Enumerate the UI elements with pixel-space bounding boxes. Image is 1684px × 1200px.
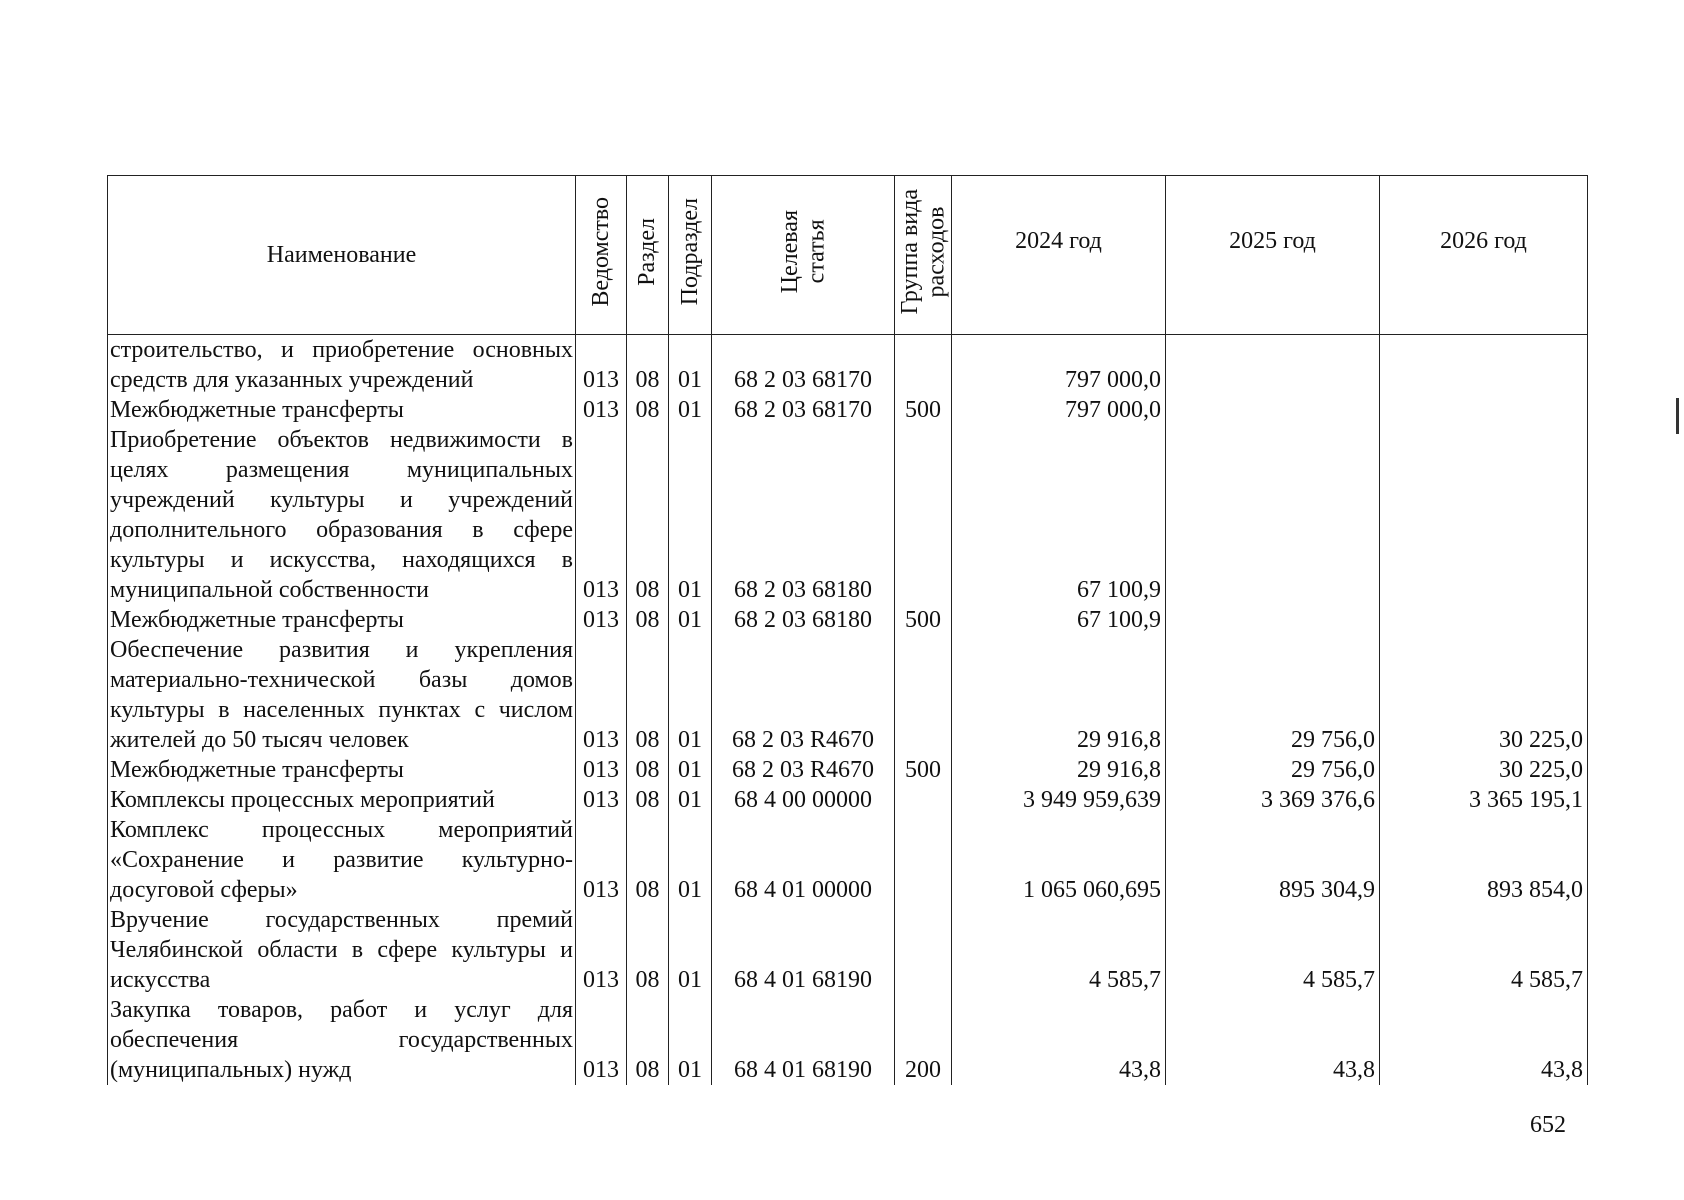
cell-gruppa-vida: 500 <box>895 755 952 785</box>
cell-podrazdel: 01 <box>669 755 712 785</box>
cell-podrazdel: 01 <box>669 605 712 635</box>
cell-gruppa-vida <box>895 635 952 755</box>
cell-2026 <box>1380 335 1588 396</box>
cell-razdel: 08 <box>627 425 669 605</box>
cell-2025: 29 756,0 <box>1166 755 1380 785</box>
cell-vedomstvo: 013 <box>576 605 627 635</box>
cell-2025 <box>1166 335 1380 396</box>
header-vedomstvo: Ведомство <box>576 176 627 335</box>
cell-2025: 895 304,9 <box>1166 815 1380 905</box>
header-celevaya-statya: Целевая статья <box>712 176 895 335</box>
cell-name: Приобретение объектов недвижимости в целях размещения муниципальных учреждений культуры и учреждений дополнительного образования в сфере культуры и искусства, находящихся в муниципальной собственности <box>108 425 576 605</box>
table-body <box>108 335 1588 1086</box>
cell-2024: 67 100,9 <box>952 605 1166 635</box>
cell-vedomstvo: 013 <box>576 395 627 425</box>
cell-2026: 30 225,0 <box>1380 755 1588 785</box>
budget-table <box>107 175 1588 1085</box>
cell-vedomstvo: 013 <box>576 785 627 815</box>
cell-gruppa-vida <box>895 815 952 905</box>
cell-2025 <box>1166 605 1380 635</box>
cell-celevaya-statya: 68 2 03 68180 <box>712 425 895 605</box>
cell-2025 <box>1166 425 1380 605</box>
cell-2026: 893 854,0 <box>1380 815 1588 905</box>
cell-2024: 797 000,0 <box>952 395 1166 425</box>
cell-2025 <box>1166 395 1380 425</box>
header-year-2026: 2026 год <box>1380 176 1588 335</box>
cell-vedomstvo: 013 <box>576 815 627 905</box>
header-year-2024: 2024 год <box>952 176 1166 335</box>
cell-2024: 4 585,7 <box>952 905 1166 995</box>
header-year-2025: 2025 год <box>1166 176 1380 335</box>
cell-celevaya-statya: 68 4 01 68190 <box>712 905 895 995</box>
cell-razdel: 08 <box>627 335 669 396</box>
header-name: Наименование <box>108 176 576 335</box>
cell-celevaya-statya: 68 4 01 00000 <box>712 815 895 905</box>
cell-name: Комплекс процессных мероприятий «Сохранение и развитие культурно-досуговой сферы» <box>108 815 576 905</box>
cell-2024: 3 949 959,639 <box>952 785 1166 815</box>
table-row <box>108 755 1588 785</box>
cell-2026: 3 365 195,1 <box>1380 785 1588 815</box>
cell-vedomstvo: 013 <box>576 995 627 1085</box>
cell-2026 <box>1380 425 1588 605</box>
cell-2024: 43,8 <box>952 995 1166 1085</box>
table-row <box>108 635 1588 755</box>
cell-celevaya-statya: 68 4 00 00000 <box>712 785 895 815</box>
cell-2025: 43,8 <box>1166 995 1380 1085</box>
cell-2026 <box>1380 395 1588 425</box>
cell-name: строительство, и приобретение основных средств для указанных учреждений <box>108 335 576 396</box>
cell-name: Комплексы процессных мероприятий <box>108 785 576 815</box>
cell-name: Межбюджетные трансферты <box>108 755 576 785</box>
table-row <box>108 785 1588 815</box>
cell-podrazdel: 01 <box>669 815 712 905</box>
table-row <box>108 905 1588 995</box>
cell-vedomstvo: 013 <box>576 335 627 396</box>
table-header-row <box>108 176 1588 335</box>
cell-vedomstvo: 013 <box>576 635 627 755</box>
cell-podrazdel: 01 <box>669 995 712 1085</box>
cell-gruppa-vida <box>895 425 952 605</box>
cell-celevaya-statya: 68 4 01 68190 <box>712 995 895 1085</box>
cell-2026: 4 585,7 <box>1380 905 1588 995</box>
cell-gruppa-vida <box>895 905 952 995</box>
cell-podrazdel: 01 <box>669 425 712 605</box>
cell-razdel: 08 <box>627 635 669 755</box>
scan-edge-mark <box>1676 398 1679 434</box>
cell-razdel: 08 <box>627 995 669 1085</box>
cell-name: Закупка товаров, работ и услуг для обеспечения государственных (муниципальных) нужд <box>108 995 576 1085</box>
cell-gruppa-vida: 500 <box>895 605 952 635</box>
cell-razdel: 08 <box>627 395 669 425</box>
cell-vedomstvo: 013 <box>576 755 627 785</box>
cell-2026: 30 225,0 <box>1380 635 1588 755</box>
cell-razdel: 08 <box>627 815 669 905</box>
cell-2024: 1 065 060,695 <box>952 815 1166 905</box>
cell-2025: 3 369 376,6 <box>1166 785 1380 815</box>
cell-gruppa-vida <box>895 785 952 815</box>
table-row <box>108 395 1588 425</box>
cell-gruppa-vida <box>895 335 952 396</box>
cell-2025: 4 585,7 <box>1166 905 1380 995</box>
cell-razdel: 08 <box>627 755 669 785</box>
cell-name: Вручение государственных премий Челябинской области в сфере культуры и искусства <box>108 905 576 995</box>
cell-razdel: 08 <box>627 785 669 815</box>
cell-2024: 29 916,8 <box>952 635 1166 755</box>
header-podrazdel: Подраздел <box>669 176 712 335</box>
cell-podrazdel: 01 <box>669 395 712 425</box>
cell-podrazdel: 01 <box>669 785 712 815</box>
cell-podrazdel: 01 <box>669 335 712 396</box>
cell-2024: 29 916,8 <box>952 755 1166 785</box>
cell-celevaya-statya: 68 2 03 68170 <box>712 395 895 425</box>
cell-vedomstvo: 013 <box>576 425 627 605</box>
cell-2026 <box>1380 605 1588 635</box>
cell-name: Межбюджетные трансферты <box>108 395 576 425</box>
table-row <box>108 995 1588 1085</box>
table-row <box>108 425 1588 605</box>
cell-name: Межбюджетные трансферты <box>108 605 576 635</box>
cell-gruppa-vida: 200 <box>895 995 952 1085</box>
header-gruppa-vida-rashodov: Группа вида расходов <box>895 176 952 335</box>
cell-vedomstvo: 013 <box>576 905 627 995</box>
cell-podrazdel: 01 <box>669 905 712 995</box>
cell-2025: 29 756,0 <box>1166 635 1380 755</box>
cell-2024: 797 000,0 <box>952 335 1166 396</box>
cell-name: Обеспечение развития и укрепления материально-технической базы домов культуры в населенных пунктах с числом жителей до 50 тысяч человек <box>108 635 576 755</box>
cell-celevaya-statya: 68 2 03 68180 <box>712 605 895 635</box>
header-razdel: Раздел <box>627 176 669 335</box>
cell-podrazdel: 01 <box>669 635 712 755</box>
cell-2026: 43,8 <box>1380 995 1588 1085</box>
table-row <box>108 605 1588 635</box>
cell-celevaya-statya: 68 2 03 R4670 <box>712 635 895 755</box>
table-row <box>108 815 1588 905</box>
table-row <box>108 335 1588 396</box>
cell-razdel: 08 <box>627 605 669 635</box>
cell-razdel: 08 <box>627 905 669 995</box>
page-number: 652 <box>1530 1112 1566 1138</box>
cell-celevaya-statya: 68 2 03 R4670 <box>712 755 895 785</box>
cell-2024: 67 100,9 <box>952 425 1166 605</box>
cell-gruppa-vida: 500 <box>895 395 952 425</box>
cell-celevaya-statya: 68 2 03 68170 <box>712 335 895 396</box>
